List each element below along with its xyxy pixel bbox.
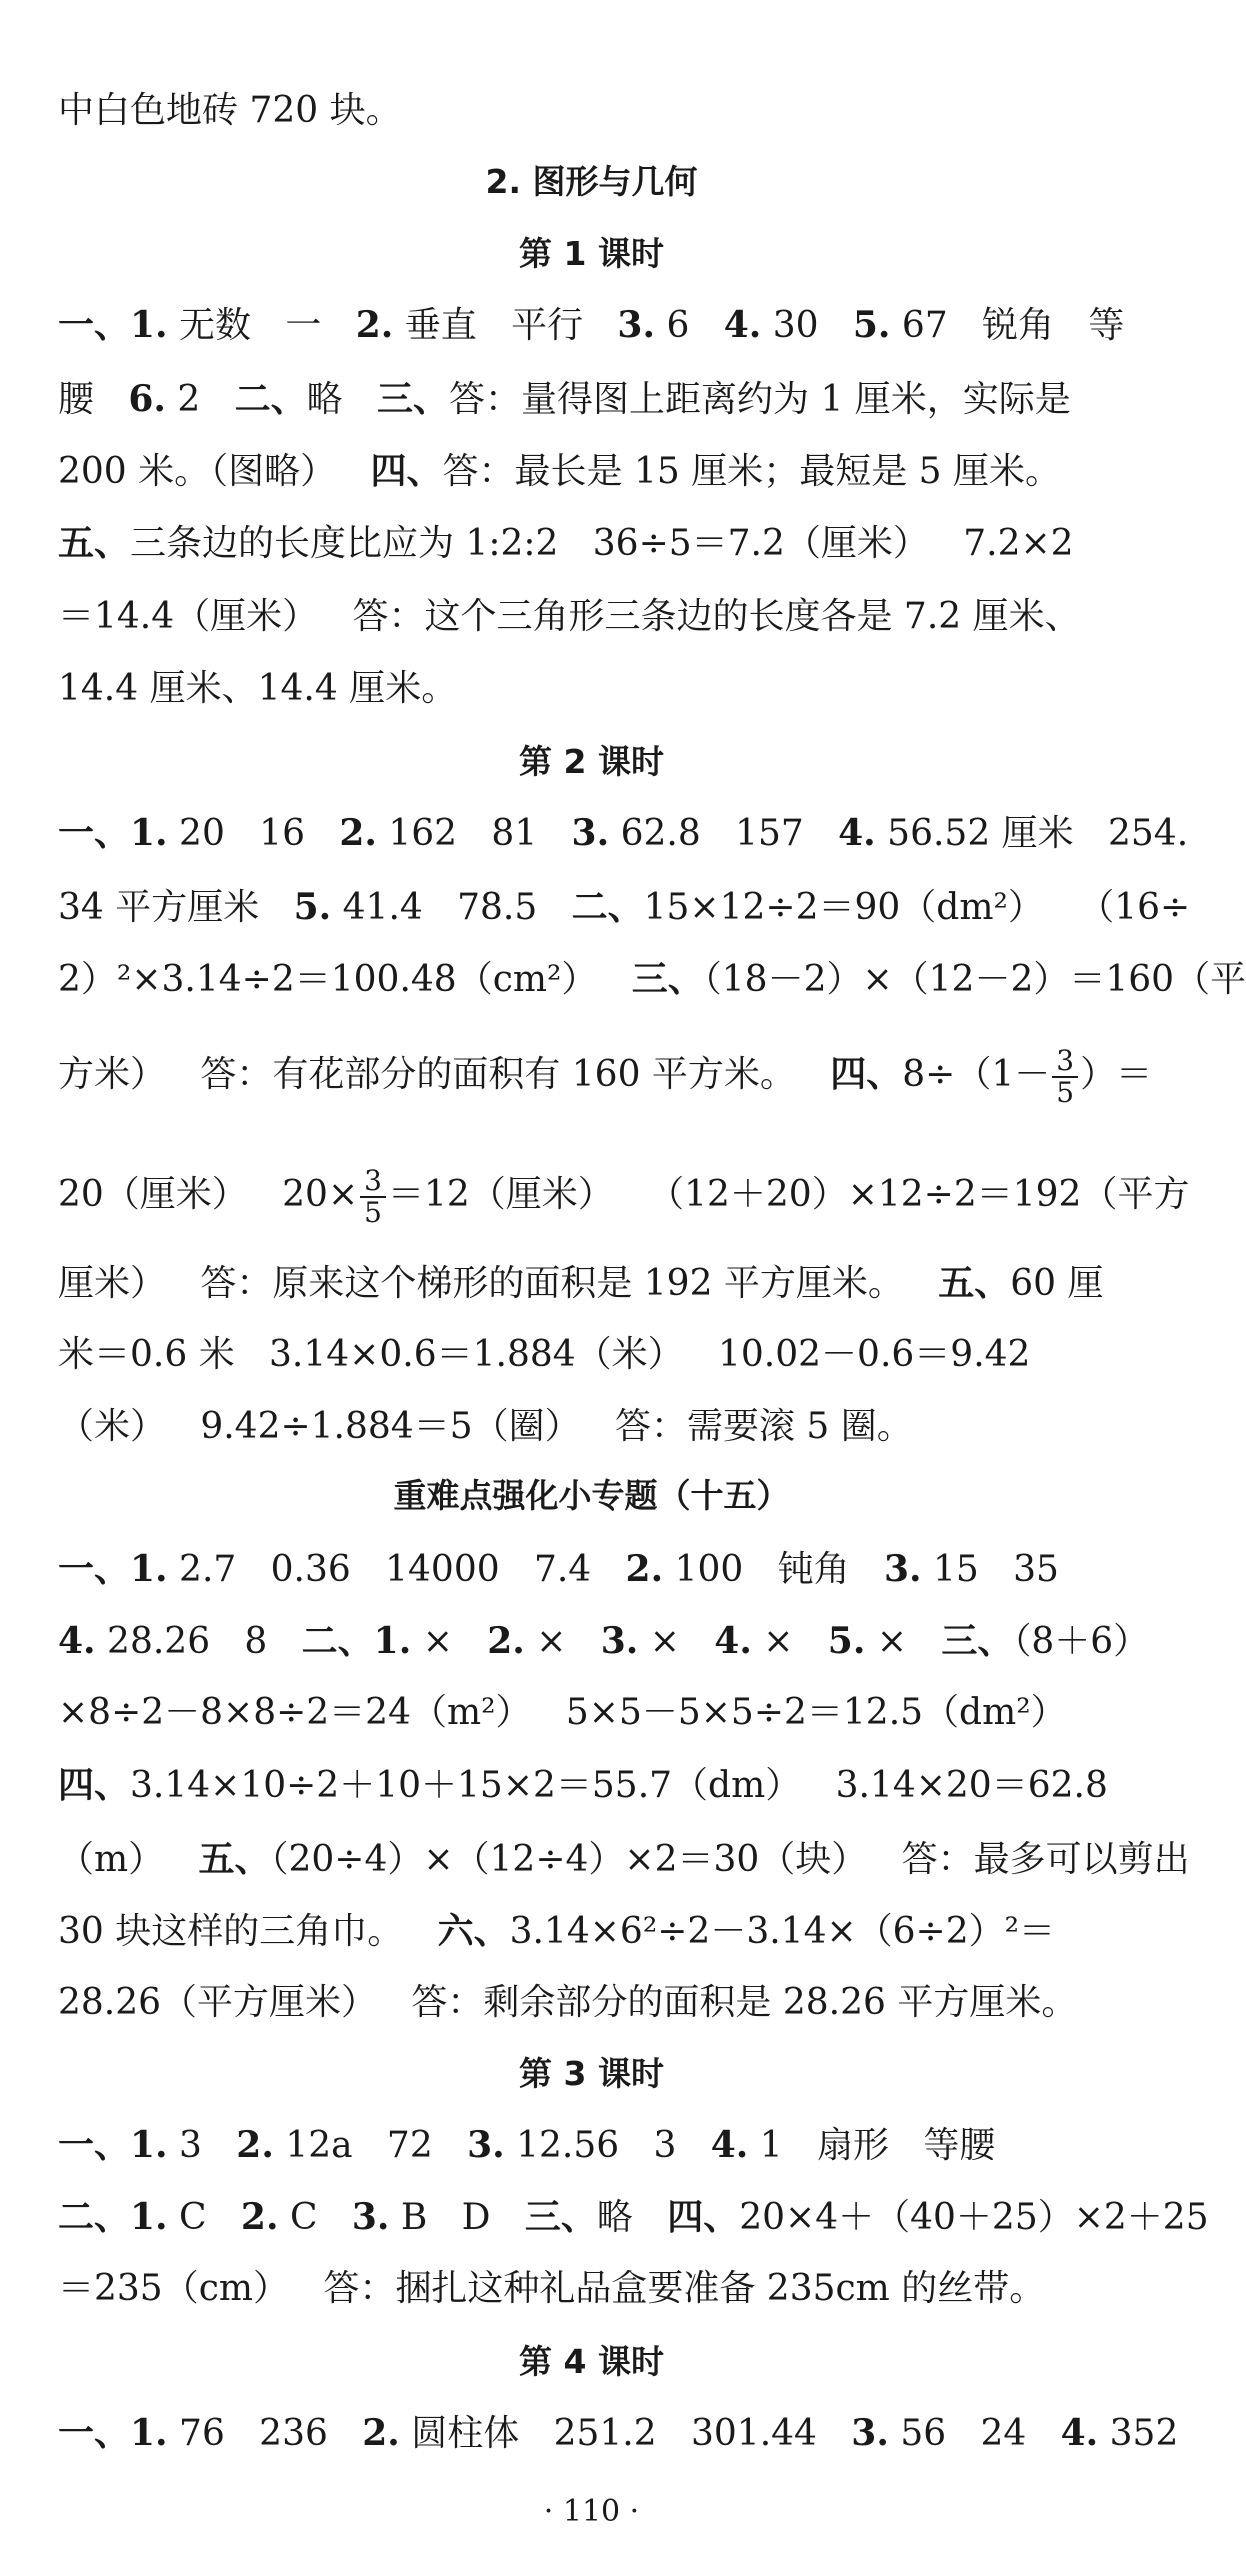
- answer-line: [58, 448, 1124, 495]
- answer-text: 67 锐角 等: [890, 305, 1125, 346]
- answer-text: 2: [165, 379, 235, 420]
- question-label: 一、1.: [58, 812, 168, 854]
- answer-text: ×: [751, 1621, 828, 1662]
- answer-text: 62.8 157: [609, 813, 839, 854]
- fraction: [360, 1166, 386, 1228]
- question-label: 二、1.: [301, 1620, 412, 1662]
- question-label: 四、: [370, 450, 443, 492]
- question-label: 3.: [883, 1548, 922, 1590]
- answer-line: [58, 88, 1124, 134]
- answer-text: 20 16: [167, 813, 340, 854]
- fraction-denominator: 5: [1056, 1076, 1075, 1109]
- answer-text: 12.56 3: [504, 2125, 711, 2166]
- answer-text: ×: [524, 1621, 601, 1662]
- question-label: 四、: [830, 1053, 903, 1095]
- answer-text: 20×4＋（40＋25）×2＋25: [739, 2197, 1209, 2238]
- question-label: 4.: [723, 304, 762, 346]
- answer-text: 中白色地砖 720 块。: [58, 90, 402, 131]
- answer-text: 100 钝角: [663, 1549, 884, 1590]
- answer-text: （m）: [58, 1839, 199, 1880]
- question-label: 2.: [362, 2412, 400, 2454]
- answer-text: 答：最长是 15 厘米；最短是 5 厘米。: [442, 451, 1062, 492]
- question-label: 4.: [710, 2124, 749, 2166]
- answer-text: ×: [638, 1621, 715, 1662]
- fraction-numerator: 3: [360, 1166, 386, 1198]
- answer-line: [58, 1546, 1124, 1593]
- question-label: 三、: [631, 958, 704, 1000]
- answer-text: 28.26 8: [95, 1621, 302, 1662]
- question-label: 4.: [58, 1620, 96, 1662]
- answer-line: [58, 520, 1124, 567]
- section-heading: 第 1 课时: [519, 234, 664, 273]
- answer-text: 垂直 平行: [393, 305, 618, 346]
- question-label: 2.: [487, 1620, 525, 1662]
- section-heading: 重难点强化小专题（十五）: [393, 1476, 790, 1515]
- question-label: 二、: [234, 378, 307, 420]
- answer-text: 30 块这样的三角巾。: [58, 1911, 438, 1952]
- answer-text: 略: [306, 379, 377, 420]
- answer-line: [58, 1618, 1150, 1665]
- question-label: 4.: [1060, 2412, 1099, 2454]
- question-label: 2.: [339, 812, 377, 854]
- answer-line: [58, 1908, 1124, 1955]
- question-label: 6.: [128, 378, 166, 420]
- question-label: 5.: [827, 1620, 866, 1662]
- answer-text: （米） 9.42÷1.884＝5（圈） 答：需要滚 5 圈。: [58, 1406, 913, 1447]
- question-label: 三、: [376, 378, 449, 420]
- question-label: 3.: [571, 812, 610, 854]
- answer-line: [58, 376, 1124, 423]
- answer-text: ）＝: [1080, 1054, 1153, 1095]
- answer-text: 60 厘: [1010, 1263, 1104, 1304]
- answer-line: [58, 666, 1124, 712]
- section-heading: 第 4 课时: [519, 2342, 664, 2381]
- question-label: 五、: [938, 1262, 1011, 1304]
- section-heading: 第 2 课时: [519, 742, 664, 781]
- answer-text: 3: [167, 2125, 237, 2166]
- answer-text: 20（厘米） 20×: [58, 1174, 359, 1215]
- answer-line: [58, 302, 1124, 349]
- answer-text: ＝14.4（厘米） 答：这个三角形三条边的长度各是 7.2 厘米、: [58, 596, 1081, 637]
- answer-line: [58, 2122, 1124, 2169]
- answer-line: [58, 884, 1191, 931]
- answer-line: [58, 1404, 1124, 1450]
- question-label: 四、: [58, 1764, 131, 1806]
- answer-line: [58, 1164, 1190, 1229]
- answer-text: 3.14×6²÷2－3.14×（6÷2）²＝: [509, 1911, 1056, 1952]
- question-label: 3.: [467, 2124, 505, 2166]
- answer-text: 2.7 0.36 14000 7.4: [167, 1549, 626, 1590]
- answer-text: 8÷（1－: [902, 1054, 1051, 1095]
- question-label: 5.: [852, 304, 891, 346]
- answer-text: 28.26（平方厘米） 答：剩余部分的面积是 28.26 平方厘米。: [58, 1982, 1078, 2023]
- answer-line: [58, 1690, 1124, 1736]
- answer-line: [58, 956, 1246, 1003]
- answer-text: 3.14×10÷2＋10＋15×2＝55.7（dm） 3.14×20＝62.8: [130, 1765, 1108, 1806]
- answer-text: （18－2）×（12－2）＝160（平: [703, 959, 1246, 1000]
- answer-text: 15×12÷2＝90（dm²） （16÷: [643, 887, 1191, 928]
- answer-text: 腰: [58, 379, 129, 420]
- question-label: 2.: [625, 1548, 664, 1590]
- question-label: 2.: [240, 2196, 279, 2238]
- answer-text: C: [278, 2197, 352, 2238]
- question-label: 4.: [838, 812, 876, 854]
- answer-text: 圆柱体 251.2 301.44: [399, 2413, 852, 2454]
- answer-line: [58, 1980, 1124, 2026]
- page-number: · 110 ·: [543, 2494, 640, 2529]
- question-label: 一、1.: [58, 2124, 168, 2166]
- answer-text: 162 81: [376, 813, 572, 854]
- fraction-numerator: 3: [1052, 1046, 1078, 1078]
- answer-line: [58, 1044, 1153, 1109]
- answer-text: （8＋6）: [1013, 1621, 1150, 1662]
- fraction: [1052, 1046, 1078, 1108]
- answer-text: 41.4 78.5: [331, 887, 572, 928]
- answer-line: [58, 810, 1189, 857]
- answer-line: [58, 1332, 1124, 1378]
- answer-text: 12a 72: [273, 2125, 468, 2166]
- answer-text: C: [167, 2197, 241, 2238]
- answer-text: 1 扇形 等腰: [748, 2125, 996, 2166]
- question-label: 六、: [437, 1910, 510, 1952]
- question-label: 一、1.: [58, 304, 168, 346]
- question-label: 二、: [571, 886, 644, 928]
- answer-text: 2）²×3.14÷2＝100.48（cm²）: [58, 959, 632, 1000]
- question-label: 五、: [58, 522, 131, 564]
- answer-text: 56 24: [888, 2413, 1061, 2454]
- question-label: 2.: [236, 2124, 274, 2166]
- answer-text: 三条边的长度比应为 1:2:2 36÷5＝7.2（厘米） 7.2×2: [130, 523, 1074, 564]
- answer-text: ×8÷2－8×8÷2＝24（m²） 5×5－5×5÷2＝12.5（dm²）: [58, 1692, 1067, 1733]
- answer-text: ＝12（厘米） （12＋20）×12÷2＝192（平方: [387, 1174, 1190, 1215]
- answer-line: [58, 1836, 1190, 1883]
- question-label: 一、1.: [58, 1548, 168, 1590]
- question-label: 2.: [355, 304, 394, 346]
- question-label: 一、1.: [58, 2412, 168, 2454]
- answer-text: 34 平方厘米: [58, 887, 294, 928]
- question-label: 4.: [714, 1620, 752, 1662]
- question-label: 四、: [667, 2196, 740, 2238]
- answer-line: [58, 2410, 1179, 2457]
- answer-text: B D: [389, 2197, 525, 2238]
- answer-text: ×: [865, 1621, 942, 1662]
- answer-text: 30: [761, 305, 853, 346]
- answer-line: [58, 594, 1124, 640]
- answer-text: 方米） 答：有花部分的面积有 160 平方米。: [58, 1054, 831, 1095]
- answer-text: 56.52 厘米 254.: [875, 813, 1189, 854]
- fraction-denominator: 5: [364, 1196, 382, 1229]
- answer-text: 352: [1098, 2413, 1179, 2454]
- question-label: 3.: [617, 304, 655, 346]
- answer-line: [58, 1762, 1124, 1809]
- question-label: 3.: [851, 2412, 889, 2454]
- answer-text: （20÷4）×（12÷4）×2＝30（块） 答：最多可以剪出: [270, 1839, 1190, 1880]
- answer-text: 答：量得图上距离约为 1 厘米，实际是: [449, 379, 1071, 420]
- answer-text: ＝235（cm） 答：捆扎这种礼品盒要准备 235cm 的丝带。: [58, 2268, 1046, 2309]
- answer-line: [58, 1260, 1124, 1307]
- answer-text: 米＝0.6 米 3.14×0.6＝1.884（米） 10.02－0.6＝9.42: [58, 1334, 1031, 1375]
- answer-text: 厘米） 答：原来这个梯形的面积是 192 平方厘米。: [58, 1263, 939, 1304]
- answer-text: 无数 一: [167, 305, 356, 346]
- answer-text: 6: [655, 305, 724, 346]
- section-heading: 第 3 课时: [519, 2054, 664, 2093]
- answer-text: 76 236: [167, 2413, 363, 2454]
- answer-text: 200 米。（图略）: [58, 451, 371, 492]
- question-label: 三、: [941, 1620, 1014, 1662]
- question-label: 三、: [524, 2196, 597, 2238]
- question-label: 3.: [600, 1620, 639, 1662]
- question-label: 3.: [351, 2196, 390, 2238]
- answer-text: 14.4 厘米、14.4 厘米。: [58, 668, 458, 709]
- answer-line: [58, 2194, 1209, 2241]
- answer-text: 略: [596, 2197, 668, 2238]
- answer-text: ×: [411, 1621, 488, 1662]
- question-label: 五、: [198, 1838, 271, 1880]
- question-label: 二、1.: [58, 2196, 168, 2238]
- answer-text: 15 35: [921, 1549, 1059, 1590]
- question-label: 5.: [293, 886, 332, 928]
- section-heading: 2. 图形与几何: [485, 162, 698, 201]
- answer-line: [58, 2266, 1124, 2312]
